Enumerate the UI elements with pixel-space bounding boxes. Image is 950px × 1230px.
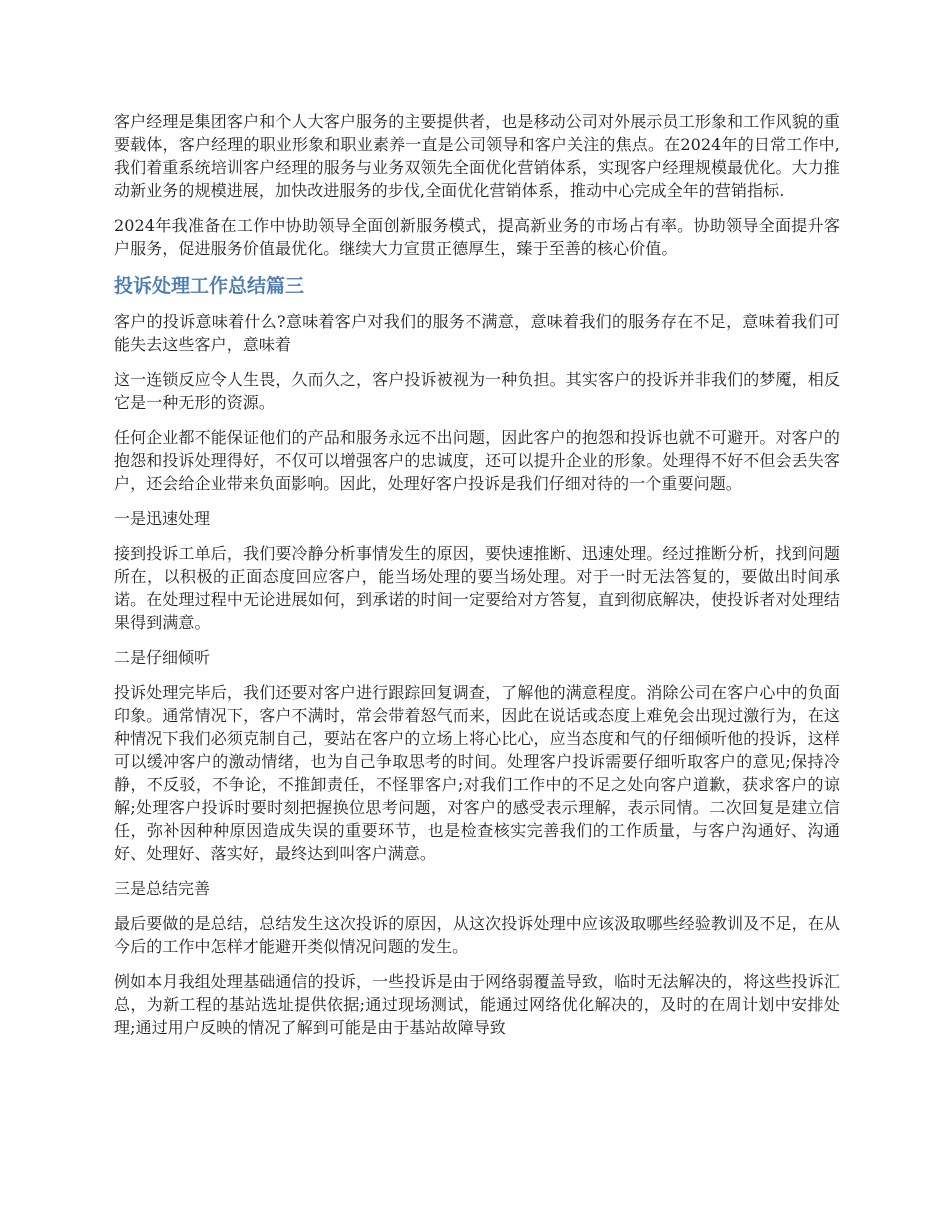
paragraph-summary: 最后要做的是总结，总结发生这次投诉的原因，从这次投诉处理中应该汲取哪些经验教训及不足，在从今后的工作中怎样才能避开类似情况问题的发生。	[114, 914, 840, 956]
section-heading: 投诉处理工作总结篇三	[114, 275, 305, 297]
subheading-quick-handling: 一是迅速处理	[114, 509, 211, 528]
paragraph-careful-listening: 投诉处理完毕后，我们还要对客户进行跟踪回复调查，了解他的满意程度。消除公司在客户心中的负面印象。通常情况下，客户不满时，常会带着怒气而来，因此在说话或态度上难免会出现过激行为，在这种情况下我们必须克制自己，要站在客户的立场上将心比心，应当态度和气的仔细倾听他的投诉，这样可以缓冲客户的激动情绪，也为自己争取思考的时间。处理客户投诉需要仔细听取客户的意见;保持冷静，不反驳，不争论，不推卸责任，不怪罪客户;对我们工作中的不足之处向客户道歉，获求客户的谅解;处理客户投诉时要时刻把握换位思考问题，对客户的感受表示理解，表示同情。二次回复是建立信任，弥补因种种原因造成失误的重要环节，也是检查核实完善我们的工作质量，与客户沟通好、沟通好、处理好、落实好，最终达到叫客户满意。	[114, 683, 840, 863]
paragraph-complaint-meaning: 客户的投诉意味着什么?意味着客户对我们的服务不满意，意味着我们的服务存在不足，意味着我们可能失去这些客户，意味着	[114, 312, 840, 354]
paragraph-quick-handling: 接到投诉工单后，我们要冷静分析事情发生的原因，要快速推断、迅速处理。经过推断分析，找到问题所在，以积极的正面态度回应客户，能当场处理的要当场处理。对于一时无法答复的，要做出时间承诺。在处理过程中无论进展如何，到承诺的时间一定要给对方答复，直到彻底解决，使投诉者对处理结果得到满意。	[114, 544, 840, 632]
document-body	[114, 110, 840, 1051]
paragraph-enterprise: 任何企业都不能保证他们的产品和服务永远不出问题，因此客户的抱怨和投诉也就不可避开。对客户的抱怨和投诉处理得好，不仅可以增强客户的忠诚度，还可以提升企业的形象。处理得不好不但会丢失客户，还会给企业带来负面影响。因此，处理好客户投诉是我们仔细对待的一个重要问题。	[114, 428, 840, 493]
paragraph-2024-plan: 2024年我准备在工作中协助领导全面创新服务模式，提高新业务的市场占有率。协助领导全面提升客户服务，促进服务价值最优化。继续大力宣贯正德厚生，臻于至善的核心价值。	[114, 216, 840, 258]
paragraph-example: 例如本月我组处理基础通信的投诉，一些投诉是由于网络弱覆盖导致，临时无法解决的，将这些投诉汇总，为新工程的基站选址提供依据;通过现场测试，能通过网络优化解决的，及时的在周计划中安排处理;通过用户反映的情况了解到可能是由于基站故障导致	[114, 972, 840, 1037]
paragraph-intro: 客户经理是集团客户和个人大客户服务的主要提供者，也是移动公司对外展示员工形象和工作风貌的重要载体，客户经理的职业形象和职业素养一直是公司领导和客户关注的焦点。在2024年的日常工作中,我们着重系统培训客户经理的服务与业务双领先全面优化营销体系，实现客户经理规模最优化。大力推动新业务的规模进展，加快改进服务的步伐,全面优化营销体系，推动中心完成全年的营销指标.	[114, 112, 840, 200]
subheading-summary: 三是总结完善	[114, 879, 211, 898]
paragraph-chain-reaction: 这一连锁反应令人生畏，久而久之，客户投诉被视为一种负担。其实客户的投诉并非我们的梦魇，相反它是一种无形的资源。	[114, 370, 840, 412]
subheading-careful-listening: 二是仔细倾听	[114, 648, 211, 667]
